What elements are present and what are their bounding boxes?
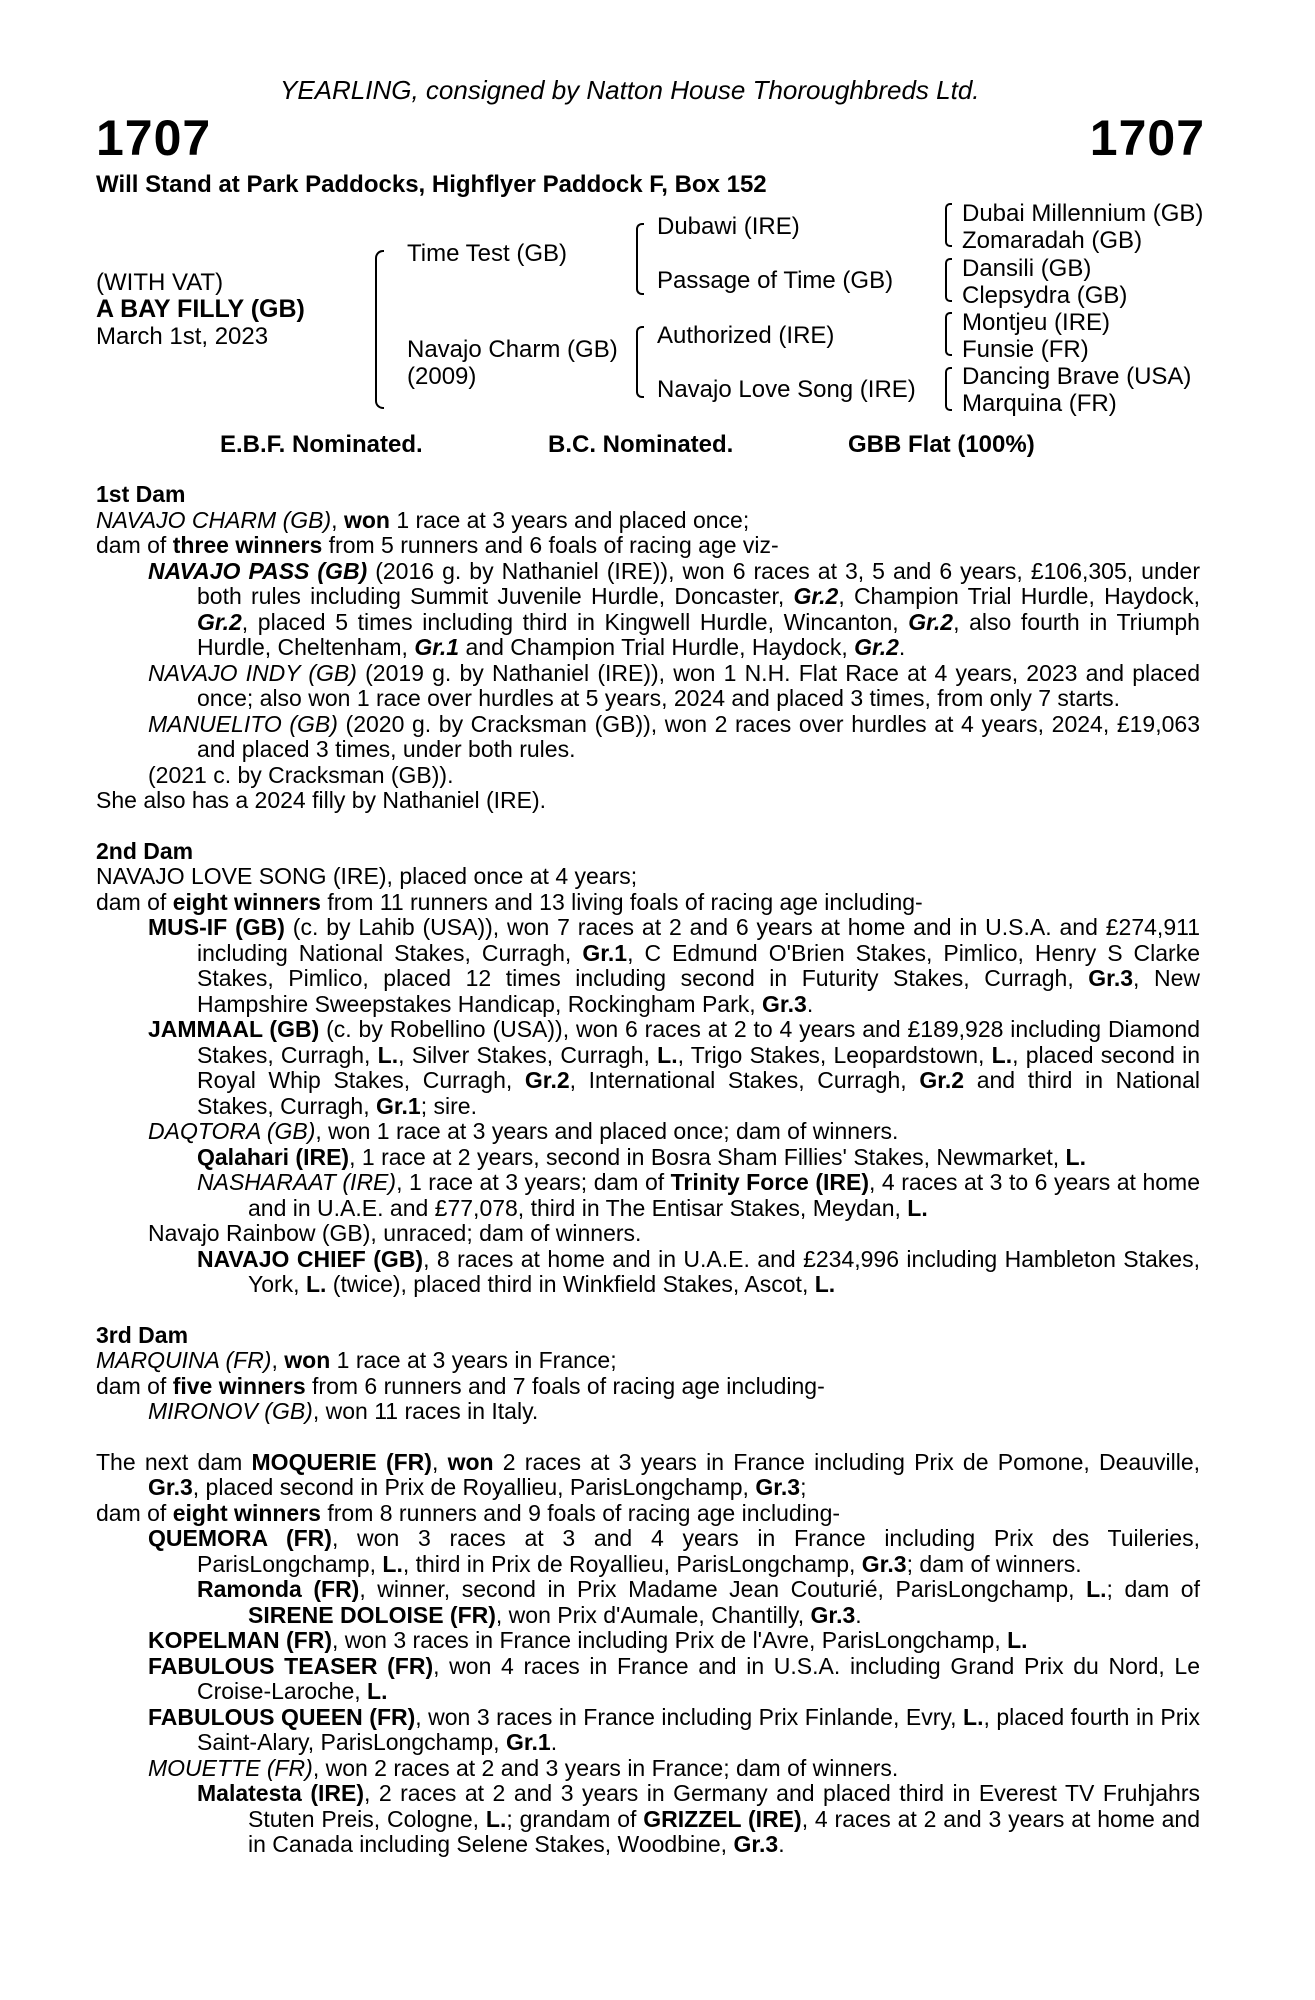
- produce-2024-filly: She also has a 2024 filly by Nathaniel (IRE).: [96, 787, 547, 813]
- second-dam-heading: 2nd Dam: [96, 837, 194, 864]
- second-dam-produce-line: dam of eight winners from 11 runners and 13 living foals of racing age including-: [96, 888, 923, 915]
- bc-nomination: B.C. Nominated.: [548, 431, 734, 458]
- pedigree-brace-ds: [945, 312, 952, 356]
- pedigree-dam: Navajo Charm (GB): [407, 336, 618, 363]
- produce-2021-colt: (2021 c. by Cracksman (GB)).: [148, 761, 454, 788]
- produce-ramonda: Ramonda (FR), winner, second in Prix Madame Jean Couturié, ParisLongchamp, L.; dam of SIRENE DOLOISE (FR), won Prix d'Aumale, Chantilly, Gr.3.: [197, 1576, 1200, 1628]
- first-dam-produce-line: dam of three winners from 5 runners and 6 foals of racing age viz-: [96, 532, 779, 558]
- produce-fabulous-queen: FABULOUS QUEEN (FR), won 3 races in France including Prix Finlande, Evry, L., placed fourth in Prix Saint-Alary, ParisLongchamp, Gr.1.: [148, 1703, 1200, 1755]
- lot-number-right: 1707: [1089, 110, 1205, 166]
- pedigree-ssd: Zomaradah (GB): [962, 227, 1143, 254]
- pedigree-brace-sd: [945, 258, 952, 302]
- consignment-line: YEARLING, consigned by Natton House Thoroughbreds Ltd.: [280, 75, 980, 105]
- pedigree-dam-sire: Authorized (IRE): [657, 322, 835, 349]
- pedigree-sss: Dubai Millennium (GB): [962, 200, 1204, 227]
- second-dam-line: NAVAJO LOVE SONG (IRE), placed once at 4 years;: [96, 863, 638, 889]
- pedigree-dam-year: (2009): [407, 363, 477, 390]
- pedigree-brace-main: [375, 250, 384, 409]
- pedigree-brace-sire: [636, 223, 644, 295]
- produce-navajo-rainbow: Navajo Rainbow (GB), unraced; dam of winners.: [148, 1220, 642, 1246]
- third-dam-produce-line: dam of five winners from 6 runners and 7 foals of racing age including-: [96, 1372, 825, 1399]
- pedigree-dsd: Funsie (FR): [962, 336, 1089, 363]
- ebf-nomination: E.B.F. Nominated.: [220, 431, 423, 458]
- pedigree-ddd: Marquina (FR): [962, 390, 1117, 417]
- produce-mus-if: MUS-IF (GB) (c. by Lahib (USA)), won 7 races at 2 and 6 years at home and in U.S.A. and £274,911 including National Stakes, Curragh, Gr.1, C Edmund O'Brien Stakes, Pimlico, Henry S Clarke Stakes, Pimlico, placed 12 times including second in Futurity Stakes, Curragh, Gr.3, New Hampshire Sweepstakes Handicap, Rockingham Park, Gr.3.: [148, 914, 1200, 1017]
- pedigree-dds: Dancing Brave (USA): [962, 363, 1192, 390]
- pedigree-dam-dam: Navajo Love Song (IRE): [657, 376, 916, 403]
- location-line: Will Stand at Park Paddocks, Highflyer Paddock F, Box 152: [96, 171, 767, 198]
- horse-dob: March 1st, 2023: [96, 323, 269, 350]
- produce-qalahari: Qalahari (IRE), 1 race at 2 years, second in Bosra Sham Fillies' Stakes, Newmarket, L.: [197, 1143, 1086, 1170]
- pedigree-sire-dam: Passage of Time (GB): [657, 267, 894, 294]
- pedigree-brace-dd: [945, 367, 952, 411]
- produce-daqtora: DAQTORA (GB), won 1 race at 3 years and placed once; dam of winners.: [148, 1118, 899, 1144]
- first-dam-line: NAVAJO CHARM (GB), won 1 race at 3 years and placed once;: [96, 506, 750, 533]
- third-dam-heading: 3rd Dam: [96, 1321, 189, 1348]
- produce-jammaal: JAMMAAL (GB) (c. by Robellino (USA)), won 6 races at 2 to 4 years and £189,928 including Diamond Stakes, Curragh, L., Silver Stakes, Curragh, L., Trigo Stakes, Leopardstown, L., placed second in Royal Whip Stakes, Curragh, Gr.2, International Stakes, Curragh, Gr.2 and third in National Stakes, Curragh, Gr.1; sire.: [148, 1016, 1201, 1119]
- first-dam-heading: 1st Dam: [96, 481, 186, 507]
- produce-fabulous-teaser: FABULOUS TEASER (FR), won 4 races in France and in U.S.A. including Grand Prix du Nord, Le Croise-Laroche, L.: [148, 1652, 1200, 1704]
- produce-kopelman: KOPELMAN (FR), won 3 races in France including Prix de l'Avre, ParisLongchamp, L.: [148, 1627, 1028, 1653]
- produce-navajo-pass: NAVAJO PASS (GB) (2016 g. by Nathaniel (IRE)), won 6 races at 3, 5 and 6 years, £106,305, under both rules including Summit Juvenile Hurdle, Doncaster, Gr.2, Champion Trial Hurdle, Haydock, Gr.2, placed 5 times including third in Kingwell Hurdle, Wincanton, Gr.2, also fourth in Triumph Hurdle, Cheltenham, Gr.1 and Champion Trial Hurdle, Haydock, Gr.2.: [148, 557, 1200, 660]
- pedigree-sire-sire: Dubawi (IRE): [657, 213, 800, 240]
- vat-note: (WITH VAT): [96, 269, 224, 296]
- pedigree-sds: Dansili (GB): [962, 255, 1092, 282]
- horse-name: A BAY FILLY (GB): [96, 295, 305, 323]
- third-dam-line: MARQUINA (FR), won 1 race at 3 years in France;: [96, 1347, 617, 1373]
- produce-nasharaat: NASHARAAT (IRE), 1 race at 3 years; dam of Trinity Force (IRE), 4 races at 3 to 6 years at home and in U.A.E. and £77,078, third in The Entisar Stakes, Meydan, L.: [197, 1169, 1200, 1221]
- pedigree-brace-dam: [636, 326, 644, 398]
- produce-navajo-chief: NAVAJO CHIEF (GB), 8 races at home and in U.A.E. and £234,996 including Hambleton Stakes, York, L. (twice), placed third in Winkfield Stakes, Ascot, L.: [197, 1245, 1200, 1297]
- catalogue-body: [96, 482, 1200, 1858]
- lot-number-left: 1707: [96, 110, 212, 166]
- pedigree-sdd: Clepsydra (GB): [962, 282, 1128, 309]
- produce-manuelito: MANUELITO (GB) (2020 g. by Cracksman (GB)), won 2 races over hurdles at 4 years, 2024, £19,063 and placed 3 times, under both rules.: [148, 710, 1200, 762]
- produce-quemora: QUEMORA (FR), won 3 races at 3 and 4 years in France including Prix des Tuileries, ParisLongchamp, L., third in Prix de Royallieu, ParisLongchamp, Gr.3; dam of winners.: [148, 1525, 1200, 1577]
- next-dam-produce-line: dam of eight winners from 8 runners and 9 foals of racing age including-: [96, 1499, 841, 1526]
- pedigree-brace-ss: [945, 203, 952, 247]
- gbb-nomination: GBB Flat (100%): [848, 431, 1035, 458]
- produce-navajo-indy: NAVAJO INDY (GB) (2019 g. by Nathaniel (IRE)), won 1 N.H. Flat Race at 4 years, 2023 and placed once; also won 1 race over hurdles at 5 years, 2024 and placed 3 times, from only 7 starts.: [148, 659, 1200, 711]
- produce-malatesta: Malatesta (IRE), 2 races at 2 and 3 years in Germany and placed third in Everest TV Fruhjahrs Stuten Preis, Cologne, L.; grandam of GRIZZEL (IRE), 4 races at 2 and 3 years at home and in Canada including Selene Stakes, Woodbine, Gr.3.: [197, 1780, 1201, 1857]
- pedigree-sire: Time Test (GB): [407, 240, 568, 267]
- produce-mouette: MOUETTE (FR), won 2 races at 2 and 3 years in France; dam of winners.: [148, 1754, 899, 1781]
- pedigree-dss: Montjeu (IRE): [962, 309, 1111, 336]
- next-dam-line: The next dam MOQUERIE (FR), won 2 races at 3 years in France including Prix de Pomone, Deauville, Gr.3, placed second in Prix de Royallieu, ParisLongchamp, Gr.3;: [96, 1448, 1200, 1500]
- produce-mironov: MIRONOV (GB), won 11 races in Italy.: [148, 1398, 539, 1424]
